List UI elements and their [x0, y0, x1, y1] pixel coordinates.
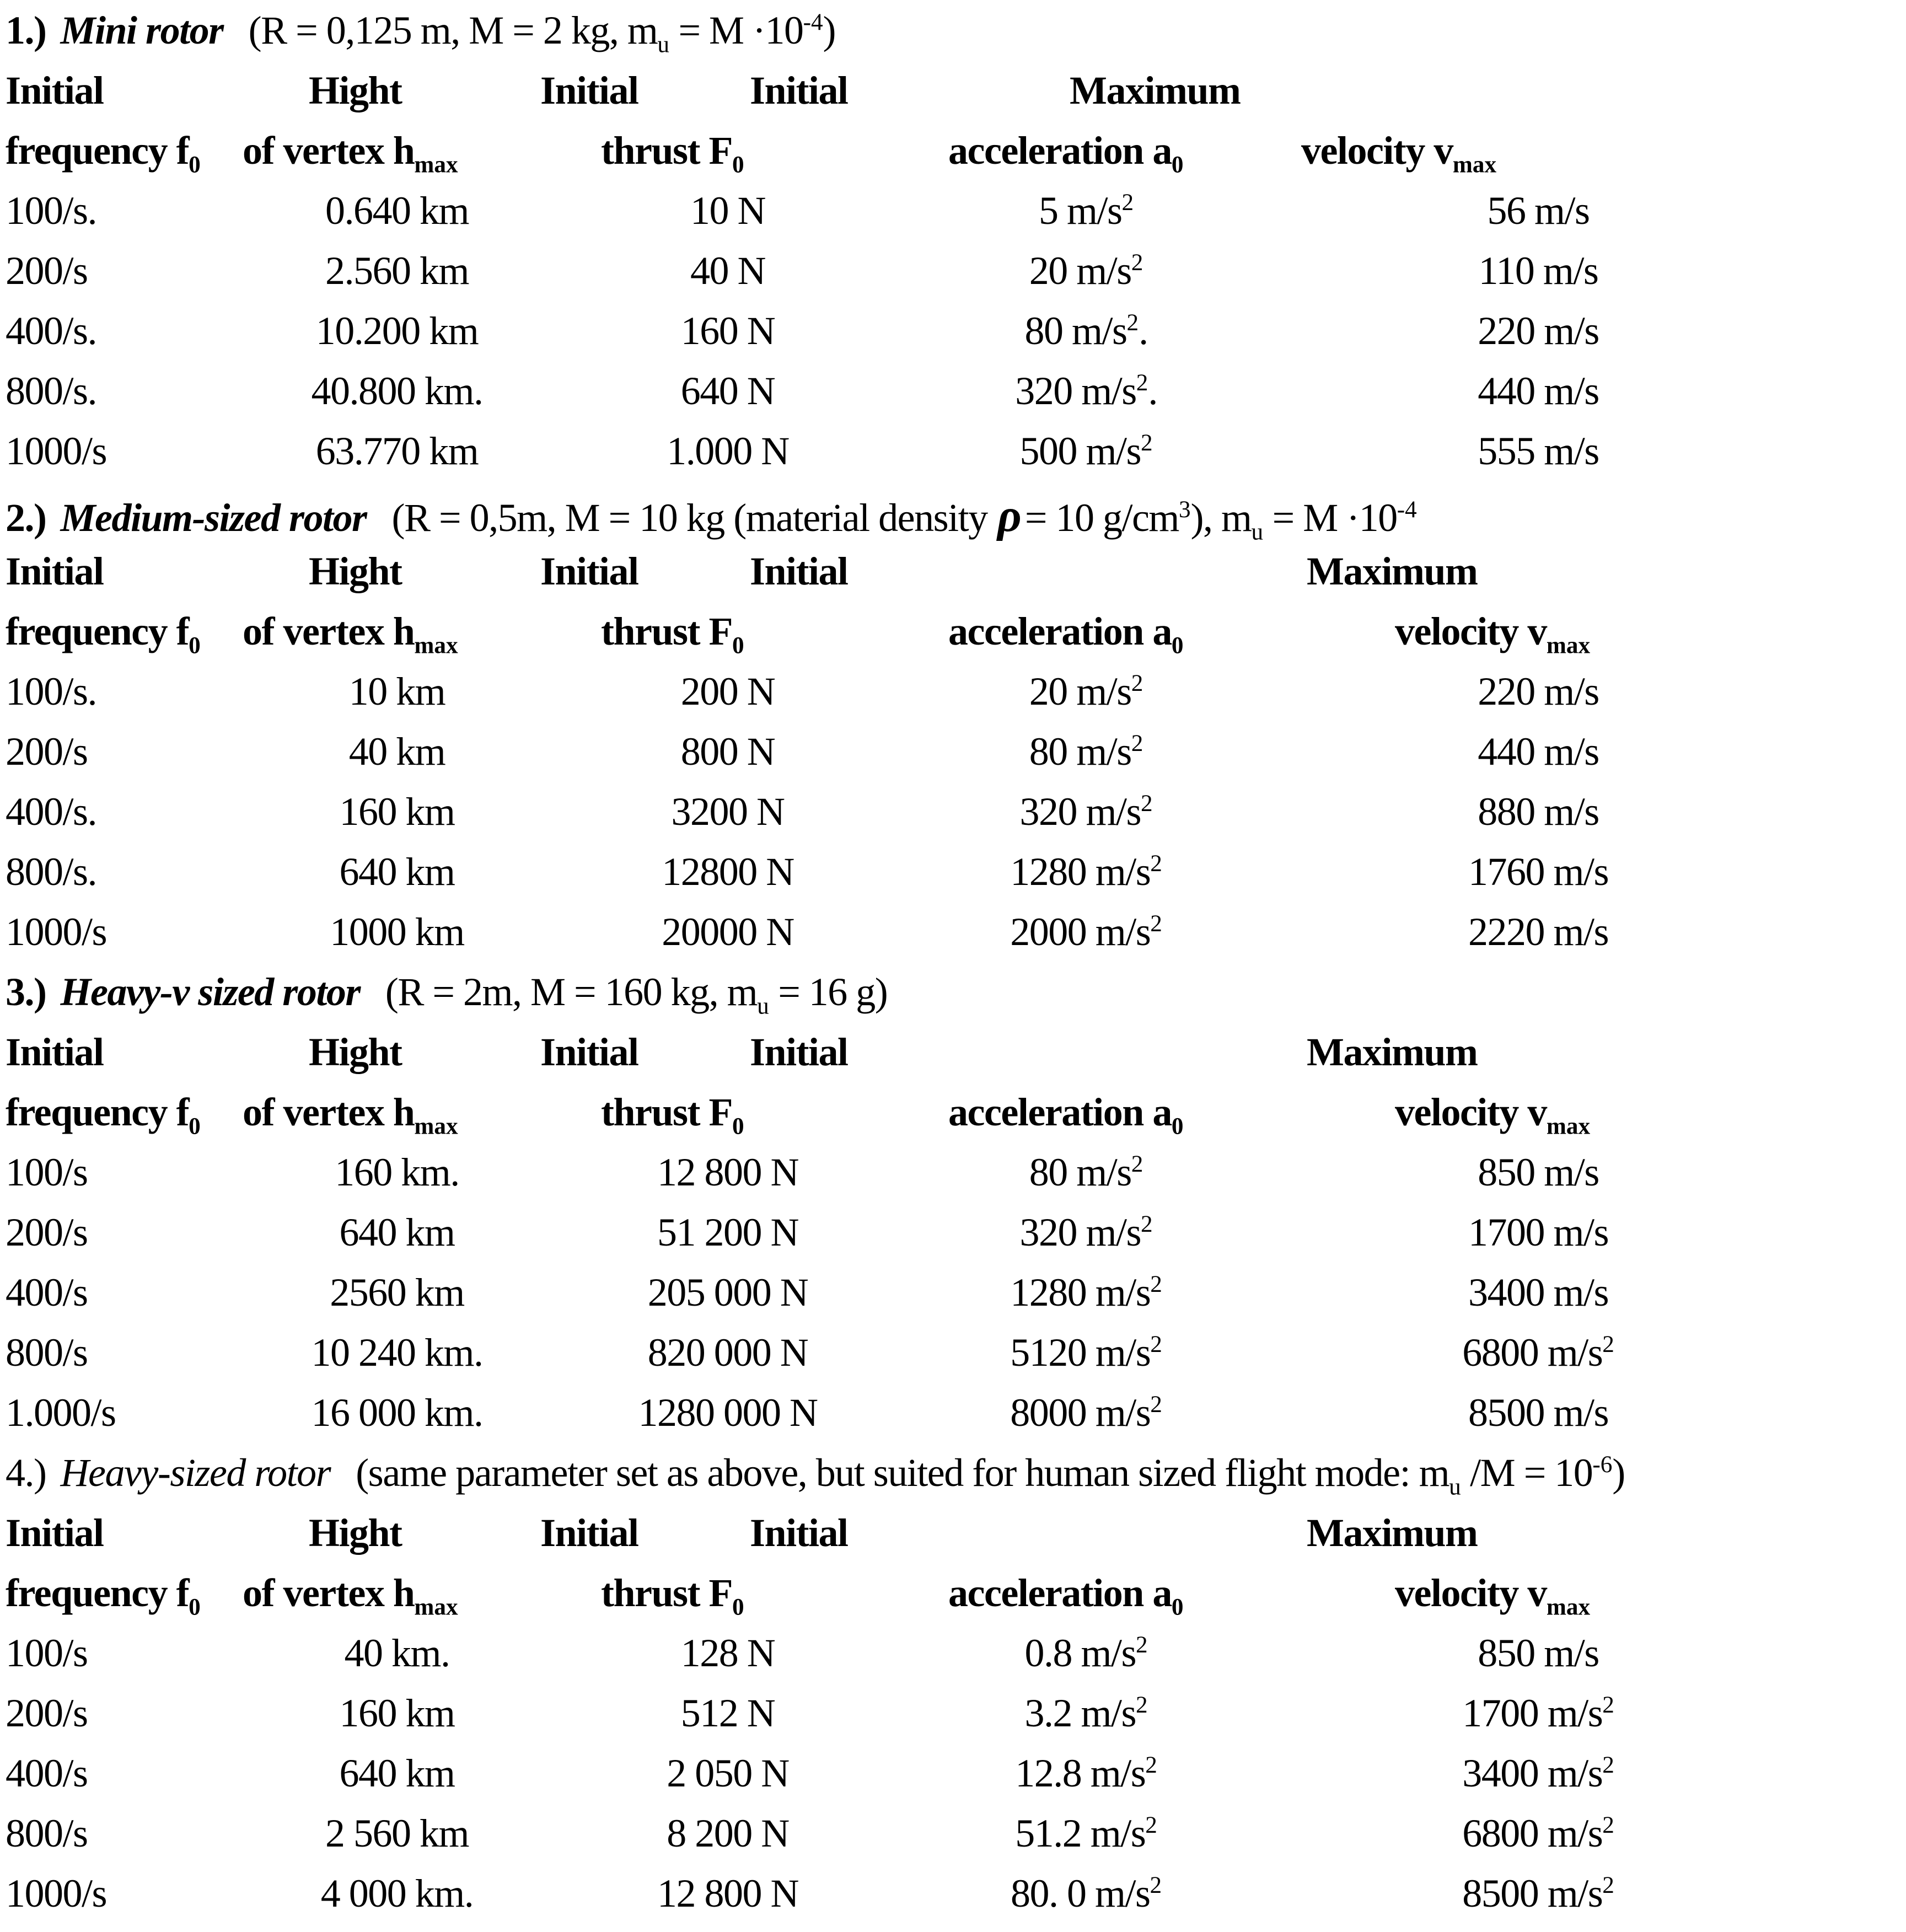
cell-thrust: 2 050 N: [667, 1751, 789, 1795]
cell-frequency: 800/s.: [6, 850, 97, 894]
cell-height: 10 km: [348, 669, 445, 713]
table-row: [0, 188, 1906, 248]
header-group-5: Maximum: [1070, 68, 1241, 112]
cell-velocity: 220 m/s: [1478, 669, 1599, 713]
cell-height: 16 000 km.: [311, 1391, 483, 1435]
cell-frequency: 1000/s: [6, 429, 107, 473]
header-frequency: frequency $f_0$: [6, 1571, 201, 1620]
header-height: of vertex $h_{max}$: [243, 609, 458, 659]
cell-height: 2 560 km: [325, 1811, 469, 1855]
cell-thrust: 12800 N: [662, 850, 794, 894]
cell-acceleration: 20 $m/s^2$: [1029, 669, 1143, 713]
cell-velocity: 8500 m/s: [1468, 1391, 1609, 1435]
cell-thrust: 820 000 N: [647, 1330, 808, 1375]
cell-velocity: 880 m/s: [1478, 790, 1599, 834]
header-velocity: velocity $v_{max}$: [1301, 128, 1497, 178]
header-group-5: Maximum: [1307, 1030, 1478, 1074]
section-2: [0, 489, 1906, 969]
header-group-5: Maximum: [1307, 549, 1478, 593]
cell-frequency: 400/s.: [6, 790, 97, 834]
table-row: [0, 1811, 1906, 1871]
table-row: [0, 428, 1906, 489]
header-velocity: velocity $v_{max}$: [1395, 1090, 1591, 1140]
cell-thrust: 200 N: [680, 669, 775, 713]
header-group-3: Initial: [540, 1030, 638, 1074]
header-height: of vertex $h_{max}$: [243, 128, 458, 178]
cell-thrust: 1280 000 N: [638, 1391, 818, 1435]
header-group-4: Initial: [750, 1030, 848, 1074]
cell-acceleration: 2000 $m/s^2$: [1010, 910, 1162, 954]
table-row: [0, 1751, 1906, 1811]
cell-height: 160 km: [339, 1691, 455, 1735]
cell-thrust: 3200 N: [671, 790, 785, 834]
cell-acceleration: 20 $m/s^2$: [1029, 249, 1143, 293]
cell-height: 1000 km: [330, 910, 464, 954]
cell-acceleration: 320 $m/s^2$.: [1015, 369, 1157, 413]
header-height: of vertex $h_{max}$: [243, 1571, 458, 1620]
header-group-4: Initial: [750, 549, 848, 593]
header-group-1: Initial: [6, 68, 104, 112]
cell-thrust: 40 N: [690, 249, 765, 293]
cell-frequency: 400/s: [6, 1270, 88, 1314]
table-row: [0, 909, 1906, 969]
column-header-row-2: [0, 1090, 1906, 1150]
header-group-1: Initial: [6, 1511, 104, 1555]
header-group-4: Initial: [750, 1511, 848, 1555]
column-header-row-2: [0, 128, 1906, 188]
cell-acceleration: 80 $m/s^2$: [1029, 729, 1143, 774]
cell-frequency: 400/s: [6, 1751, 88, 1795]
cell-velocity: 110 m/s: [1478, 249, 1598, 293]
header-group-2: Hight: [309, 549, 402, 593]
cell-thrust: 20000 N: [662, 910, 794, 954]
cell-velocity: 440 m/s: [1478, 369, 1599, 413]
cell-velocity: 3400 m/s: [1468, 1270, 1609, 1314]
cell-velocity: 2220 m/s: [1468, 910, 1609, 954]
cell-frequency: 200/s: [6, 1210, 88, 1254]
cell-thrust: 8 200 N: [667, 1811, 789, 1855]
cell-acceleration: 51.2 $m/s^2$: [1015, 1811, 1157, 1855]
cell-velocity: 1760 m/s: [1468, 850, 1609, 894]
section-heading: [0, 489, 1906, 549]
table-row: [0, 1150, 1906, 1210]
table-row: [0, 248, 1906, 308]
cell-height: 10.200 km: [315, 309, 479, 353]
table-row: [0, 729, 1906, 789]
cell-frequency: 100/s: [6, 1150, 88, 1194]
header-acceleration: acceleration $a_0$: [948, 1090, 1184, 1140]
table-row: [0, 669, 1906, 729]
cell-velocity: 56 m/s: [1487, 189, 1590, 233]
header-group-1: Initial: [6, 1030, 104, 1074]
table-row: [0, 368, 1906, 428]
table-row: [0, 1210, 1906, 1270]
cell-height: 0.640 km: [325, 189, 469, 233]
cell-height: 640 km: [339, 1210, 455, 1254]
section-title: Heavy-v sized rotor: [60, 970, 360, 1014]
column-header-row-2: [0, 1570, 1906, 1630]
cell-frequency: 200/s: [6, 249, 88, 293]
section-title: Medium-sized rotor: [60, 496, 367, 540]
cell-height: 160 km.: [335, 1150, 459, 1194]
cell-acceleration: 3.2 $m/s^2$: [1024, 1691, 1148, 1735]
section-title: Mini rotor: [60, 8, 223, 52]
cell-acceleration: 80 $m/s^2$: [1029, 1150, 1143, 1194]
section-heading: [0, 1450, 1906, 1510]
section-params: (R = 0,5m, M = 10 kg (material density ρ= 10 $g/cm^3$), $m_u = M \cdot 10^{-4}$: [391, 490, 1417, 545]
cell-thrust: 12 800 N: [657, 1150, 798, 1194]
cell-acceleration: 1280 $m/s^2$: [1010, 1270, 1162, 1314]
cell-height: 4 000 km.: [320, 1871, 474, 1915]
cell-velocity: 3400 $m/s^2$: [1462, 1751, 1614, 1795]
cell-velocity: 220 m/s: [1478, 309, 1599, 353]
header-group-3: Initial: [540, 1511, 638, 1555]
table-row: [0, 1330, 1906, 1390]
table-row: [0, 1390, 1906, 1450]
table-row: [0, 1270, 1906, 1330]
header-acceleration: acceleration $a_0$: [948, 128, 1184, 178]
cell-frequency: 200/s: [6, 729, 88, 774]
cell-height: 40 km.: [344, 1631, 450, 1675]
header-thrust: thrust $F_0$: [601, 1571, 744, 1620]
cell-velocity: 850 m/s: [1478, 1631, 1599, 1675]
cell-velocity: 850 m/s: [1478, 1150, 1599, 1194]
cell-acceleration: 500 $m/s^2$: [1019, 429, 1153, 473]
cell-acceleration: 8000 $m/s^2$: [1010, 1391, 1162, 1435]
cell-frequency: 1000/s: [6, 1871, 107, 1915]
column-header-row-1: [0, 68, 1906, 128]
cell-frequency: 800/s: [6, 1330, 88, 1375]
section-number: 3.): [6, 970, 46, 1014]
section-params: (same parameter set as above, but suited for human sized flight mode: $m_u$ $/M = 10^{-6}$): [356, 1451, 1625, 1500]
header-thrust: thrust $F_0$: [601, 1090, 744, 1140]
table-row: [0, 789, 1906, 849]
column-header-row-1: [0, 1510, 1906, 1570]
header-group-2: Hight: [309, 1030, 402, 1074]
table-row: [0, 849, 1906, 909]
cell-frequency: 800/s: [6, 1811, 88, 1855]
cell-height: 40 km: [348, 729, 445, 774]
column-header-row-2: [0, 609, 1906, 669]
cell-velocity: 6800 $m/s^2$: [1462, 1811, 1614, 1855]
cell-height: 2.560 km: [325, 249, 469, 293]
cell-velocity: 555 m/s: [1478, 429, 1599, 473]
section-params: (R = 2m, M = 160 kg, $m_u = 16$ g): [385, 970, 888, 1019]
cell-acceleration: 80 $m/s^2$.: [1024, 309, 1148, 353]
cell-velocity: 440 m/s: [1478, 729, 1599, 774]
section-1: [0, 8, 1906, 489]
cell-velocity: 6800 $m/s^2$: [1462, 1330, 1614, 1375]
cell-thrust: 10 N: [690, 189, 765, 233]
cell-velocity: 8500 $m/s^2$: [1462, 1871, 1614, 1915]
cell-frequency: 800/s.: [6, 369, 97, 413]
section-4: [0, 1450, 1906, 1931]
cell-thrust: 512 N: [680, 1691, 775, 1735]
header-thrust: thrust $F_0$: [601, 128, 744, 178]
cell-frequency: 400/s.: [6, 309, 97, 353]
section-number: 4.): [6, 1451, 46, 1495]
table-row: [0, 1690, 1906, 1751]
cell-acceleration: 5120 $m/s^2$: [1010, 1330, 1162, 1375]
cell-acceleration: 320 $m/s^2$: [1019, 1210, 1153, 1254]
cell-acceleration: 0.8 $m/s^2$: [1024, 1631, 1148, 1675]
section-title: Heavy-sized rotor: [60, 1451, 331, 1495]
cell-frequency: 1.000/s: [6, 1391, 116, 1435]
cell-acceleration: 5 $m/s^2$: [1038, 189, 1134, 233]
cell-acceleration: 80. 0 $m/s^2$: [1010, 1871, 1162, 1915]
section-params: (R = 0,125 m, M = 2 kg, $m_u = M \cdot 10^{-4}$): [248, 8, 836, 58]
header-group-2: Hight: [309, 1511, 402, 1555]
cell-acceleration: 320 $m/s^2$: [1019, 790, 1153, 834]
cell-thrust: 205 000 N: [647, 1270, 808, 1314]
header-group-4: Initial: [750, 68, 848, 112]
section-heading: [0, 969, 1906, 1029]
cell-thrust: 800 N: [680, 729, 775, 774]
cell-thrust: 51 200 N: [657, 1210, 798, 1254]
cell-height: 160 km: [339, 790, 455, 834]
cell-acceleration: 12.8 $m/s^2$: [1015, 1751, 1157, 1795]
column-header-row-1: [0, 549, 1906, 609]
header-group-1: Initial: [6, 549, 104, 593]
cell-velocity: 1700 m/s: [1468, 1210, 1609, 1254]
cell-height: 10 240 km.: [311, 1330, 483, 1375]
header-velocity: velocity $v_{max}$: [1395, 1571, 1591, 1620]
header-height: of vertex $h_{max}$: [243, 1090, 458, 1140]
cell-height: 2560 km: [330, 1270, 464, 1314]
header-frequency: frequency $f_0$: [6, 128, 201, 178]
table-row: [0, 1871, 1906, 1931]
cell-acceleration: 1280 $m/s^2$: [1010, 850, 1162, 894]
cell-height: 63.770 km: [315, 429, 479, 473]
header-group-5: Maximum: [1307, 1511, 1478, 1555]
cell-frequency: 100/s.: [6, 189, 97, 233]
header-frequency: frequency $f_0$: [6, 609, 201, 659]
column-header-row-1: [0, 1029, 1906, 1090]
header-thrust: thrust $F_0$: [601, 609, 744, 659]
header-velocity: velocity $v_{max}$: [1395, 609, 1591, 659]
cell-frequency: 100/s: [6, 1631, 88, 1675]
table-row: [0, 308, 1906, 368]
cell-frequency: 100/s.: [6, 669, 97, 713]
header-acceleration: acceleration $a_0$: [948, 609, 1184, 659]
cell-frequency: 1000/s: [6, 910, 107, 954]
header-acceleration: acceleration $a_0$: [948, 1571, 1184, 1620]
cell-height: 640 km: [339, 850, 455, 894]
cell-thrust: 128 N: [680, 1631, 775, 1675]
cell-velocity: 1700 $m/s^2$: [1462, 1691, 1614, 1735]
cell-thrust: 640 N: [680, 369, 775, 413]
header-group-3: Initial: [540, 68, 638, 112]
table-row: [0, 1630, 1906, 1690]
section-number: 1.): [6, 8, 46, 52]
cell-thrust: 12 800 N: [657, 1871, 798, 1915]
rho-symbol: ρ: [997, 490, 1022, 541]
section-3: [0, 969, 1906, 1450]
header-group-2: Hight: [309, 68, 402, 112]
section-number: 2.): [6, 496, 46, 540]
cell-height: 40.800 km.: [311, 369, 483, 413]
section-heading: [0, 8, 1906, 68]
cell-height: 640 km: [339, 1751, 455, 1795]
header-frequency: frequency $f_0$: [6, 1090, 201, 1140]
header-group-3: Initial: [540, 549, 638, 593]
cell-thrust: 1.000 N: [667, 429, 789, 473]
cell-frequency: 200/s: [6, 1691, 88, 1735]
cell-thrust: 160 N: [680, 309, 775, 353]
